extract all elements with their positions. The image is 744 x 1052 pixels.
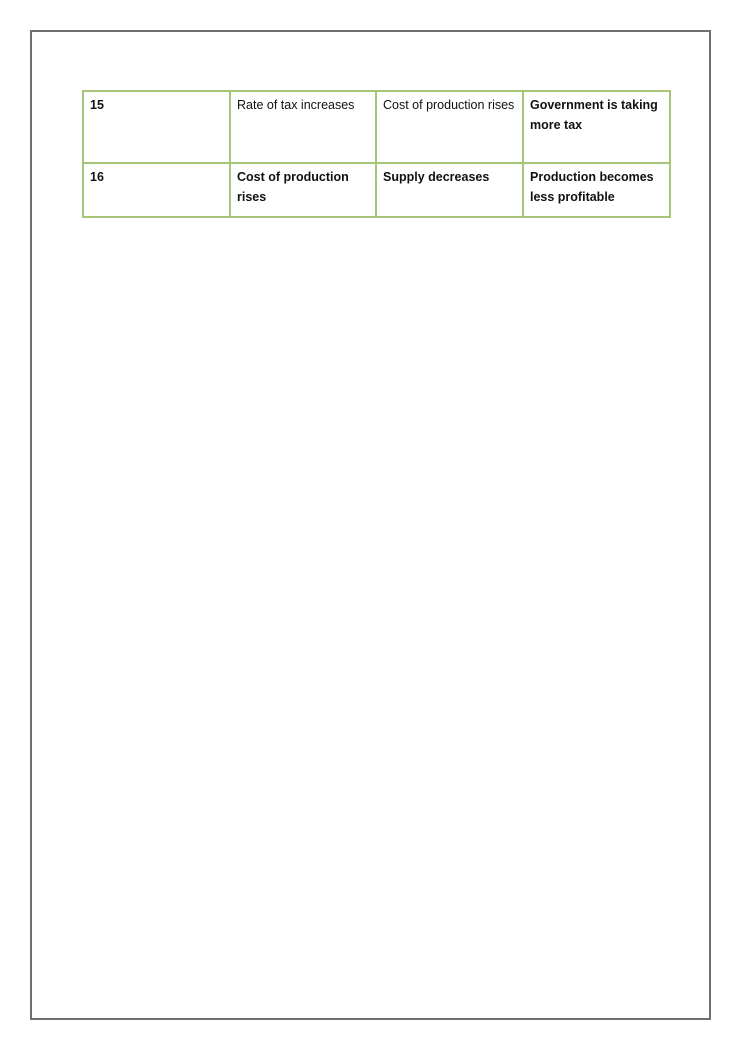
table-row (83, 91, 670, 163)
reason-cell: Government is taking more tax (523, 91, 670, 163)
cause-effect-table (82, 90, 671, 218)
table-row (83, 163, 670, 217)
effect-cell: Cost of production rises (376, 91, 523, 163)
reason-cell: Production becomes less profitable (523, 163, 670, 217)
effect-cell: Supply decreases (376, 163, 523, 217)
cause-cell: Rate of tax increases (230, 91, 376, 163)
row-number-cell: 16 (83, 163, 230, 217)
row-number-cell: 15 (83, 91, 230, 163)
cause-cell: Cost of production rises (230, 163, 376, 217)
